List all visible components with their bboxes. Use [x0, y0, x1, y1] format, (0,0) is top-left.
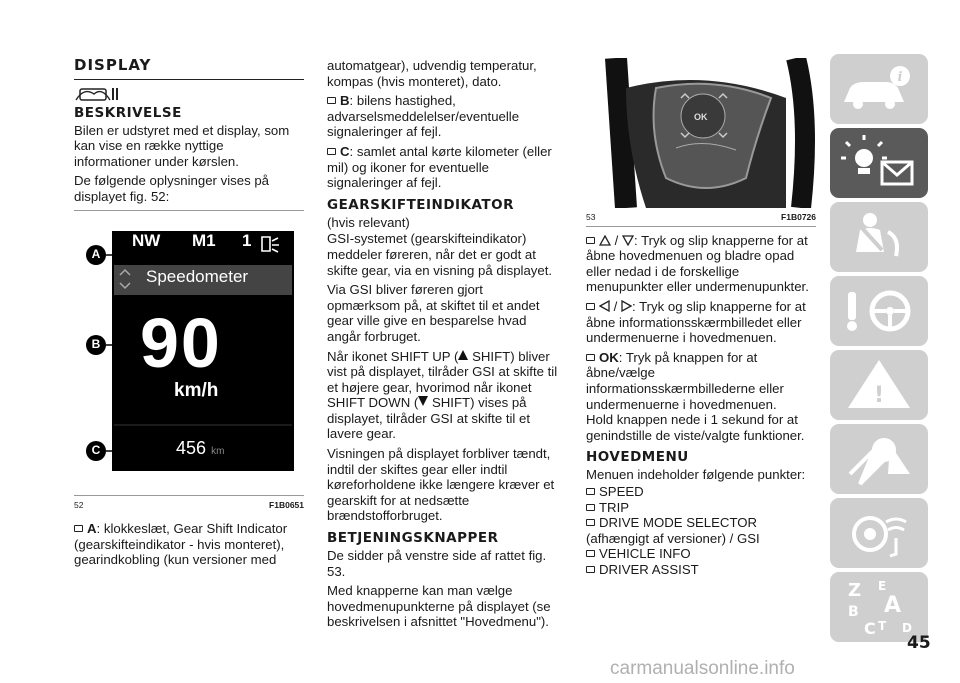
list-item [586, 500, 816, 516]
menu-item-label: SPEED [599, 483, 644, 499]
gsi-p3-part-b: SHIFT) bliver vist på displayet, tilråder GSI at skifte til et højere gear, hvorimod når ikonet SHIFT DOWN ( [327, 348, 558, 411]
menu-intro: Menuen indeholder følgende punkter: [586, 467, 806, 483]
triangle-up-icon [599, 235, 611, 246]
index-letter: T [878, 619, 887, 633]
figure-code: F1B0651 [269, 499, 304, 510]
menu-item-label: TRIP [599, 499, 630, 515]
figure-53-caption [586, 210, 816, 226]
menu-list [586, 484, 816, 578]
figure-number: 53 [586, 212, 596, 222]
index-letter: C [864, 619, 876, 638]
heading-hovedmenu: HOVEDMENU [586, 449, 689, 466]
bullet-icon [586, 488, 595, 495]
item-a [74, 521, 304, 568]
menu-item-label: DRIVE MODE SELECTOR (afhængigt af versioner) / GSI [586, 515, 760, 546]
list-item [586, 546, 816, 562]
column-2 [327, 58, 559, 634]
bullet-icon [586, 237, 595, 244]
multimedia-icon [830, 498, 928, 568]
title-rule [74, 79, 304, 80]
gsi-paragraph-3 [327, 349, 559, 443]
section-heading-beskrivelse: BESKRIVELSE [74, 104, 182, 121]
watermark: carmanualsonline.info [610, 658, 795, 679]
index-letter: E [878, 579, 887, 593]
menu-item-label: VEHICLE INFO [599, 546, 691, 562]
gsi-p3-part-c: SHIFT) vises på displayet, tilråder GSI at skifte til et lavere gear. [327, 395, 531, 442]
sidebar-tab-starting-driving[interactable] [830, 276, 928, 346]
bullet-icon [586, 303, 595, 310]
list-item [586, 515, 816, 546]
item-b-key: B [340, 93, 350, 109]
index-letter: B [848, 604, 859, 620]
bullet-icon [586, 504, 595, 511]
bullet-icon [586, 354, 595, 361]
bullet-icon [586, 519, 595, 526]
screen-speed-unit: km/h [174, 379, 219, 401]
bullet-icon [586, 566, 595, 573]
odometer-value: 456 [176, 437, 207, 458]
gsi-paragraph-1: GSI-systemet (gearskifteindikator) meddeler føreren, når det er godt at skifte gear, via en visning på displayet. [327, 231, 553, 278]
warning-lights-icon [830, 128, 928, 198]
column-3 [586, 58, 816, 577]
bullet-icon [327, 97, 336, 104]
sidebar-tab-index[interactable] [830, 572, 928, 642]
heading-betjeningsknapper: BETJENINGSKNAPPER [327, 530, 499, 547]
gsi-paragraph-2: Via GSI bliver føreren gjort opmærksom på, at skiftet til et andet gear ville give en besparelse hvad angår forbruget. [327, 282, 540, 344]
callout-b: B [91, 336, 101, 351]
item-c-text: : samlet antal kørte kilometer (eller mil) og ikoner for eventuelle signaleringer af fejl. [327, 143, 552, 191]
screen-gear: 1 [242, 230, 252, 250]
figure-bottom-rule [586, 226, 816, 227]
steering-wheel-buttons-image [586, 58, 816, 208]
ok-button-label: OK [694, 112, 708, 122]
figure-number: 52 [74, 499, 84, 510]
safety-icon [830, 202, 928, 272]
item-left-right-text: : Tryk og slip knapperne for at åbne informationsskærmbilledet eller undermenuerne i hovedmenuen. [586, 298, 806, 346]
sidebar-tab-multimedia[interactable] [830, 498, 928, 568]
gsi-p3-part-a: Når ikonet SHIFT UP ( [327, 348, 459, 364]
intro-paragraph-1: Bilen er udstyret med et display, som kan vise en række nyttige informationer under kørslen. [74, 122, 290, 169]
item-b-text: : bilens hastighed, advarselsmeddelelser/eventuelle signaleringer af fejl. [327, 93, 520, 140]
callout-c: C [91, 442, 101, 457]
gsi-subtitle: (hvis relevant) [327, 214, 410, 230]
screen-heading-nw: NW [132, 230, 161, 250]
index-icon [830, 572, 928, 642]
figure-code: F1B0726 [781, 212, 816, 222]
gsi-paragraph-4: Visningen på displayet forbliver tændt, indtil der skiftes gear eller indtil køreforholdene ikke længere kræver et gearskift for at nedsætte brændstofforbruget. [327, 446, 555, 524]
item-ok-key: OK [599, 349, 619, 365]
index-letter: D [902, 621, 912, 635]
svg-text:i: i [897, 70, 903, 85]
display-section-icon [74, 85, 304, 105]
item-left-right [586, 299, 816, 346]
buttons-paragraph-1: De sidder på venstre side af rattet fig. 53. [327, 548, 547, 579]
sidebar-tab-maintenance[interactable] [830, 424, 928, 494]
sidebar-tab-warning-lights[interactable] [830, 128, 928, 198]
item-ok-text: : Tryk på knappen for at åbne/vælge informationsskærmbillederne eller undermenuerne i hovedmenuen. [586, 349, 784, 412]
callout-a: A [91, 246, 101, 261]
index-letter: Z [848, 580, 862, 601]
screen-mode-m1: M1 [192, 230, 216, 250]
sidebar-tab-emergency[interactable] [830, 350, 928, 420]
heading-gearskifteindikator: GEARSKIFTEINDIKATOR [327, 196, 514, 213]
emergency-icon [830, 350, 928, 420]
maintenance-icon [830, 424, 928, 494]
odometer-unit: km [211, 445, 225, 457]
figure-52 [74, 225, 304, 495]
figure-52-caption [74, 498, 304, 514]
sidebar-tab-safety[interactable] [830, 202, 928, 272]
separator: / [614, 232, 619, 248]
bullet-icon [74, 525, 83, 532]
shift-up-icon [458, 350, 468, 360]
item-up-down [586, 233, 816, 295]
item-up-down-text: : Tryk og slip knapperne for at åbne hovedmenuen og bladre opad eller nedad i de forskellige menupunkter eller undermenupunkter. [586, 232, 809, 295]
list-item [586, 562, 816, 578]
bullet-icon [327, 148, 336, 155]
index-letter: A [884, 593, 902, 618]
buttons-paragraph-2: Med knapperne kan man vælge hovedmenupunkterne på displayet (se beskrivelsen i afsnittet "Hovedmenu"). [327, 583, 551, 630]
car-info-icon [830, 54, 928, 124]
item-ok-extra: Hold knappen nede i 1 sekund for at genindstille de viste/valgte funktioner. [586, 412, 805, 443]
svg-text:!: ! [873, 383, 885, 408]
item-a-text: : klokkeslæt, Gear Shift Indicator (gearskifteindikator - hvis monteret), gearindkobling (kun versioner med [74, 521, 288, 568]
item-ok [586, 350, 816, 412]
figure-bottom-rule [74, 495, 304, 496]
column-1 [74, 58, 304, 572]
figure-53 [586, 58, 816, 208]
page-title: DISPLAY [74, 56, 152, 74]
shift-down-icon [418, 396, 428, 406]
triangle-right-icon [621, 300, 632, 312]
intro-paragraph-2: De følgende oplysninger vises på displayet fig. 52: [74, 173, 269, 204]
starting-driving-icon [830, 276, 928, 346]
sidebar-tab-car-info[interactable] [830, 54, 928, 124]
screen-odometer [176, 437, 225, 460]
item-a-key: A [87, 521, 97, 537]
menu-item-label: DRIVER ASSIST [599, 561, 699, 577]
page-number: 45 [907, 633, 931, 653]
item-b [327, 93, 559, 140]
screen-label: Speedometer [146, 266, 249, 286]
item-c [327, 144, 559, 191]
item-a-continued: automatgear), udvendig temperatur, kompas (hvis monteret), dato. [327, 58, 537, 89]
screen-speed: 90 [140, 303, 222, 382]
list-item [586, 484, 816, 500]
separator: / [613, 298, 618, 314]
bullet-icon [586, 550, 595, 557]
triangle-down-icon [622, 235, 634, 246]
figure-top-rule [74, 210, 304, 211]
item-c-key: C [340, 143, 350, 159]
triangle-left-icon [599, 300, 610, 312]
